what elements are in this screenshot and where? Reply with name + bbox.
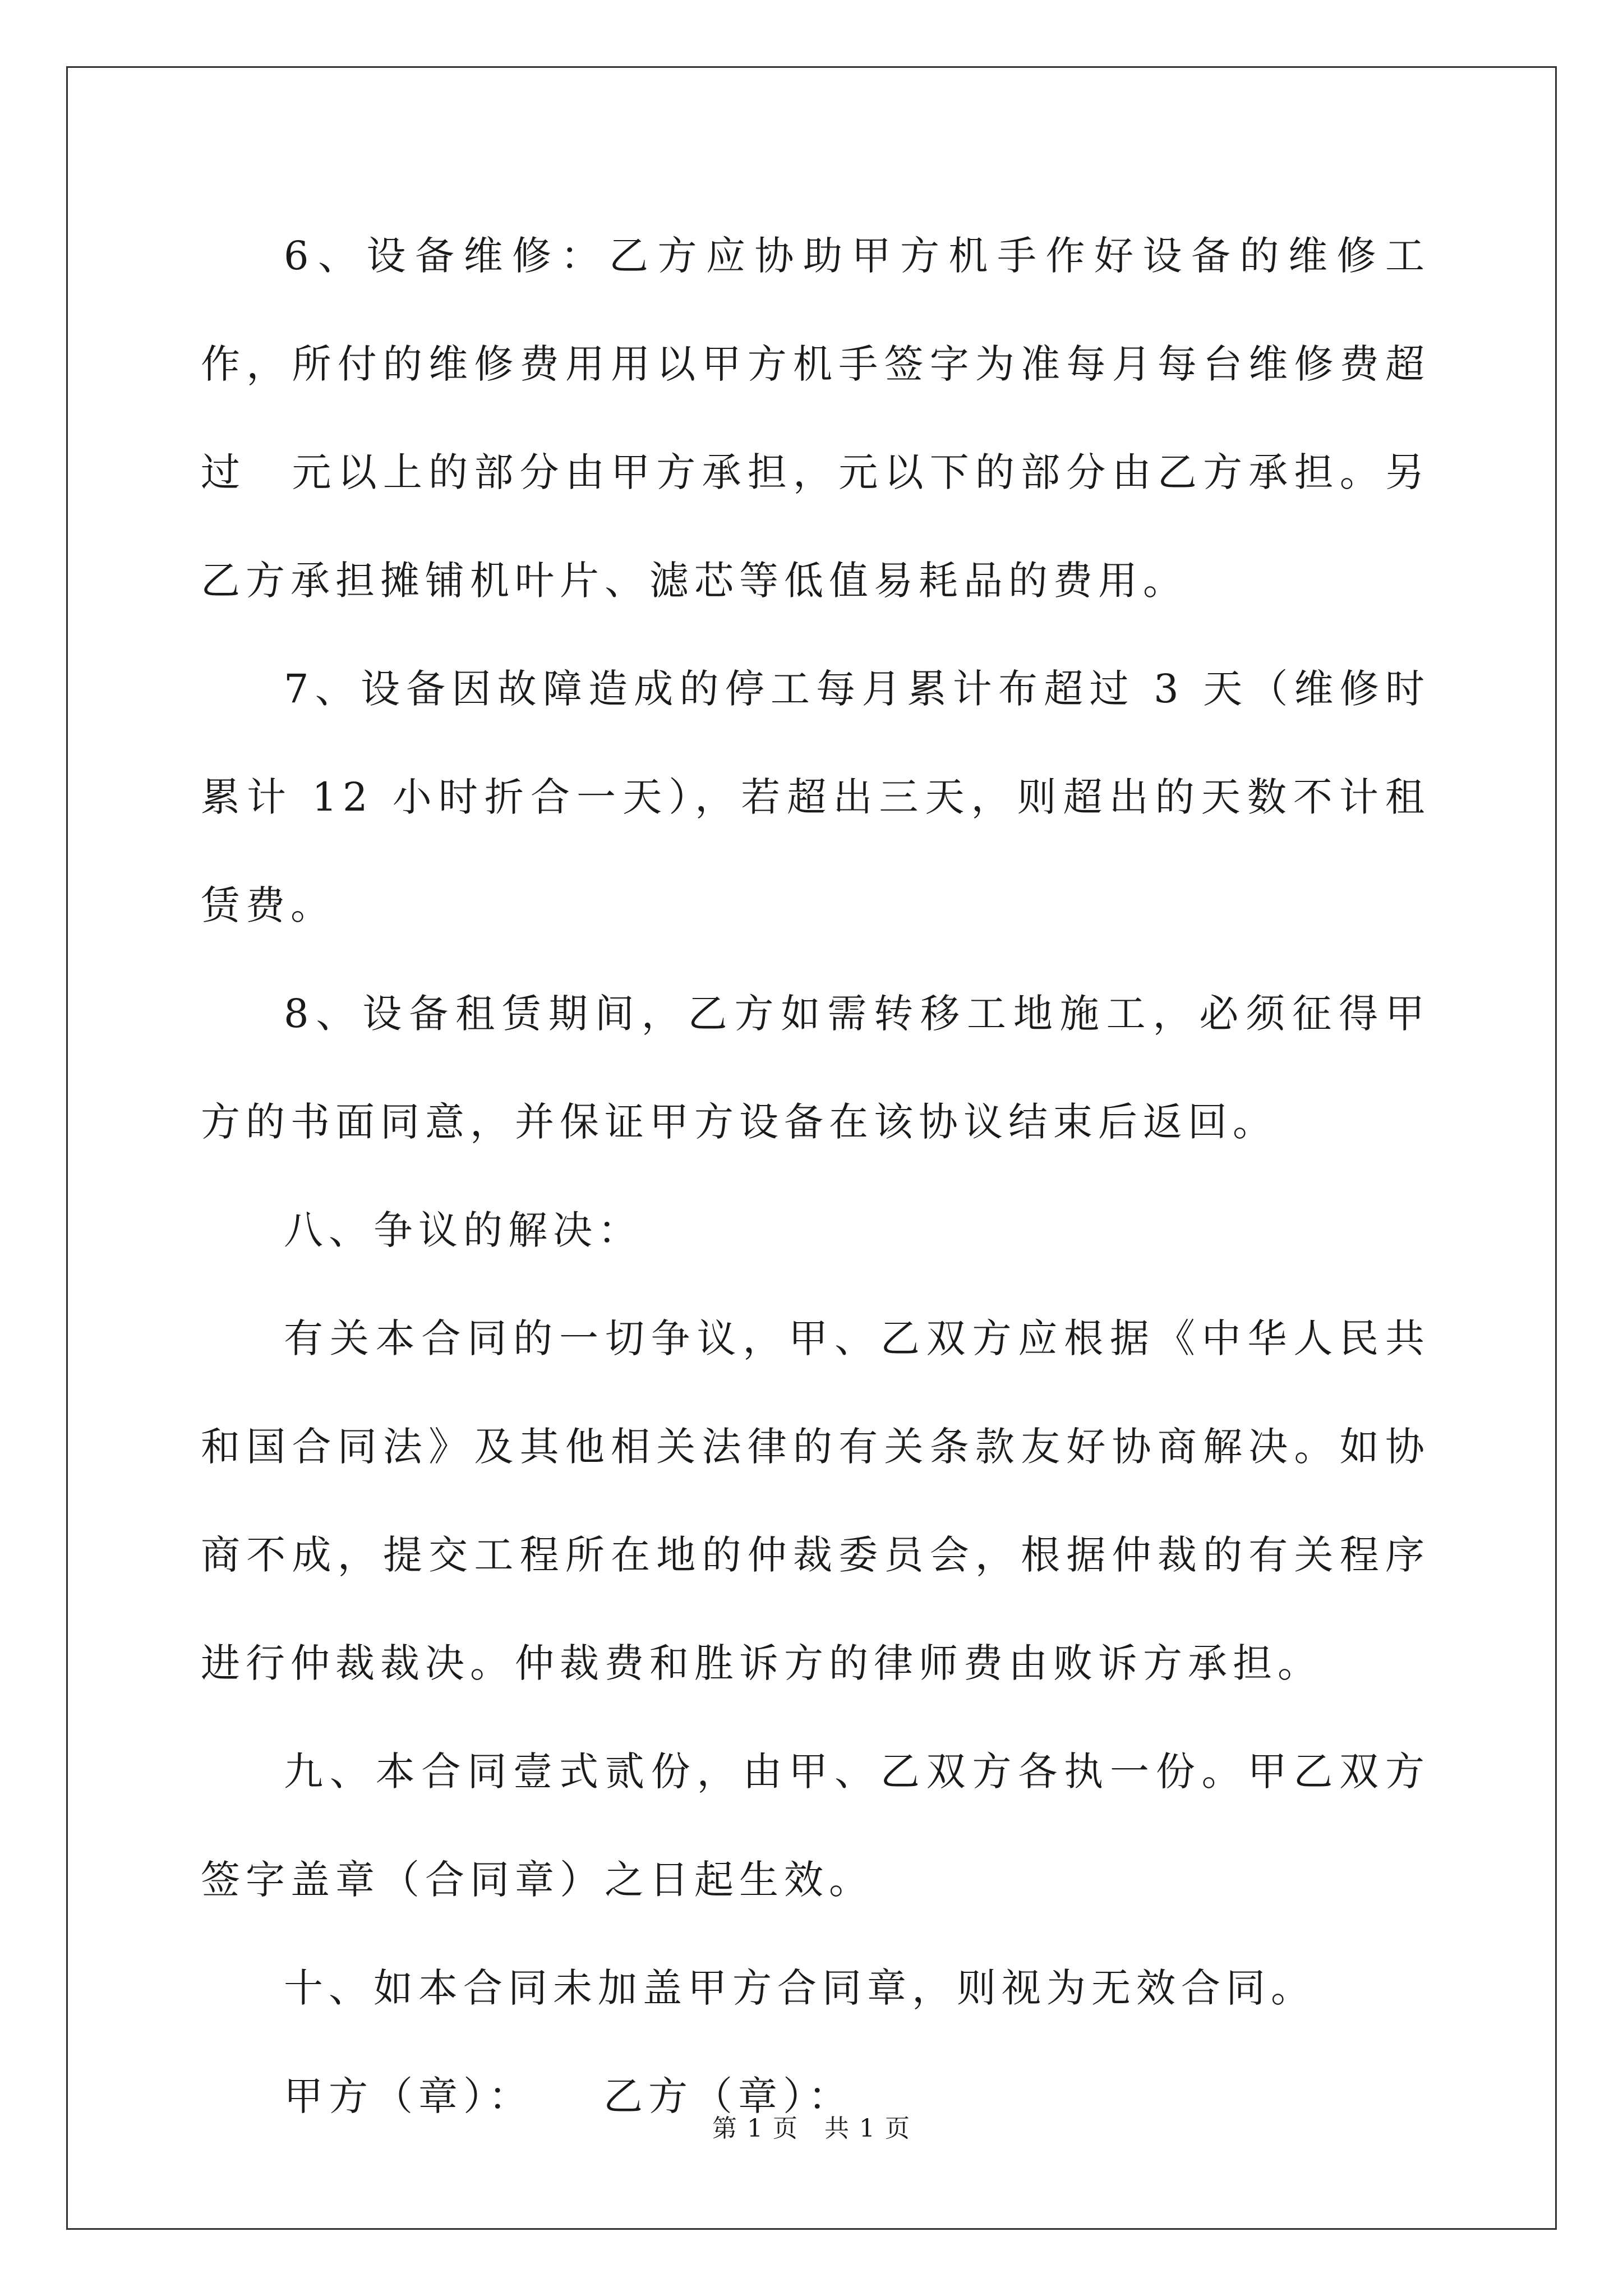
section-heading-dispute: 八、争议的解决： xyxy=(284,1207,643,1253)
paragraph-clause-9: 九、本合同壹式贰份，由甲、乙双方各执一份。甲乙双方签字盖章（合同章）之日起生效。 xyxy=(201,1749,1430,1903)
document-body xyxy=(201,202,1430,2151)
paragraph-clause-7: 7、设备因故障造成的停工每月累计布超过 3 天（维修时累计 12 小时折合一天），若超出三天，则超出的天数不计租赁费。 xyxy=(201,666,1430,928)
paragraph-clause-6: 6、设备维修：乙方应协助甲方机手作好设备的维修工作，所付的维修费用用以甲方机手签字为准每月每台维修费超过 元以上的部分由甲方承担，元以下的部分由乙方承担。另乙方承担摊铺机叶片、滤芯等低值易耗品的费用。 xyxy=(201,233,1430,604)
page-footer: 第 1 页 共 1 页 xyxy=(712,2114,911,2143)
paragraph-dispute-resolution: 有关本合同的一切争议，甲、乙双方应根据《中华人民共和国合同法》及其他相关法律的有关条款友好协商解决。如协商不成，提交工程所在地的仲裁委员会，根据仲裁的有关程序进行仲裁裁决。仲裁费和胜诉方的律师费由败诉方承担。 xyxy=(201,1315,1430,1686)
paragraph-clause-10: 十、如本合同未加盖甲方合同章，则视为无效合同。 xyxy=(284,1965,1316,2011)
paragraph-clause-8: 8、设备租赁期间，乙方如需转移工地施工，必须征得甲方的书面同意，并保证甲方设备在该协议结束后返回。 xyxy=(201,991,1430,1145)
signature-line: 甲方（章）： 乙方（章）： xyxy=(284,2073,853,2119)
